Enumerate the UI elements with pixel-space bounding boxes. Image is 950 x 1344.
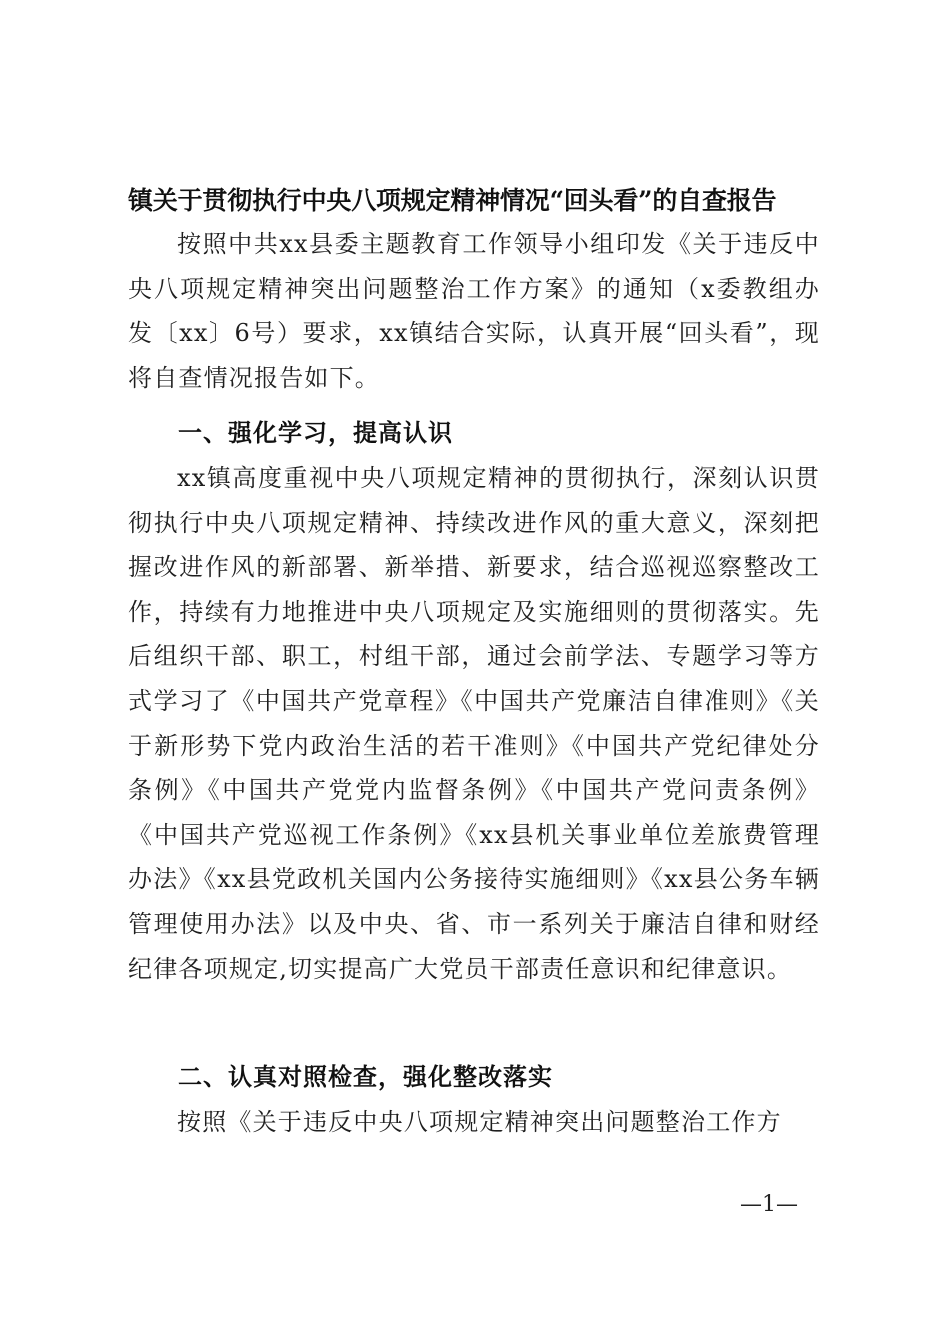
section-2-paragraph: 按照《关于违反中央八项规定精神突出问题整治工作方 [177,1108,782,1136]
intro-paragraph: 按照中共xx县委主题教育工作领导小组印发《关于违反中央八项规定精神突出问题整治工作方案》的通知（x委教组办发〔xx〕6号）要求，xx镇结合实际，认真开展“回头看”，现将自查情况报告如下。 [128,230,820,392]
document-title: 镇关于贯彻执行中央八项规定精神情况“回头看”的自查报告 [128,186,777,215]
section-heading-1: 一、强化学习，提高认识 [178,419,453,447]
section-heading-2: 二、认真对照检查，强化整改落实 [178,1063,553,1091]
page-number: —1— [740,1192,798,1217]
section-1-paragraph: xx镇高度重视中央八项规定精神的贯彻执行，深刻认识贯彻执行中央八项规定精神、持续改进作风的重大意义，深刻把握改进作风的新部署、新举措、新要求，结合巡视巡察整改工作，持续有力地推进中央八项规定及实施细则的贯彻落实。先后组织干部、职工，村组干部，通过会前学法、专题学习等方式学习了《中国共产党章程》《中国共产党廉洁自律准则》《关于新形势下党内政治生活的若干准则》《中国共产党纪律处分条例》《中国共产党党内监督条例》《中国共产党问责条例》《中国共产党巡视工作条例》《xx县机关事业单位差旅费管理办法》《xx县党政机关国内公务接待实施细则》《xx县公务车辆管理使用办法》以及中央、省、市一系列关于廉洁自律和财经纪律各项规定,切实提高广大党员干部责任意识和纪律意识。 [128,464,820,983]
